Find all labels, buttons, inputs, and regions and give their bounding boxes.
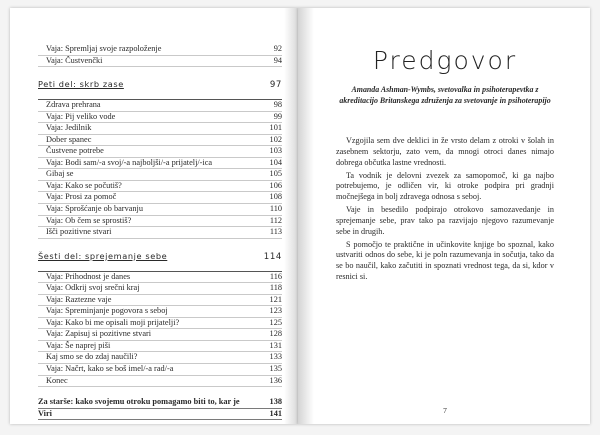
toc-entry [38, 409, 282, 421]
toc-entry-page: 125 [269, 317, 282, 327]
toc-entry-title: Vaja: Sprošćanje ob barvanju [46, 204, 143, 214]
toc-group-part5 [38, 100, 282, 239]
toc-entry-title: Vaja: Bodi sam/-a svoj/-a najboljši/-a prijatelj/-ica [46, 157, 213, 167]
toc-entry-page: 123 [269, 306, 282, 316]
toc-page [10, 8, 298, 424]
toc-entry [38, 169, 282, 181]
foreword-body [336, 136, 554, 285]
part-page: 114 [263, 251, 282, 262]
toc-entry-title: Viri [38, 408, 52, 418]
toc-entry-title: Vaja: Jedilnik [46, 123, 92, 133]
author-byline: Amanda Ashman-Wymbs, svetovalka in psihoterapevtka z akreditacijo Britanskega združenja za svetovanje in psihoterapijo [339, 85, 551, 105]
toc-entry-title: Vaja: Kako bi me opisali moji prijatelji? [46, 317, 180, 327]
toc-entry-title: Vaja: Prihodnost je danes [46, 271, 131, 281]
toc-entry [38, 192, 282, 204]
paragraph: Vaje in besedilo podpirajo otrokovo samozavedanje in sprejemanje sebe, prav tako pa razvijajo njegovo razumevanje sebe in drugih. [336, 205, 554, 236]
toc-group-top [38, 44, 282, 67]
paragraph: Ta vodnik je delovni zvezek za samopomoč, ki ga najbo potrebujemo, je odličen vir, ki otroke podpira pri gradnji močnejšega in bolj zdravega odnosa s seboj. [336, 170, 554, 202]
toc-entry-page: 133 [269, 352, 282, 362]
foreword-page [298, 8, 590, 424]
toc-entry [38, 112, 282, 124]
toc-entry [38, 283, 282, 295]
toc-entry-title: Vaja: Prosi za pomoč [46, 192, 117, 202]
toc-entry-page: 141 [269, 408, 282, 418]
toc-entry [38, 341, 282, 353]
page-number: 7 [443, 406, 447, 415]
toc-entry [38, 100, 282, 112]
toc-entry-page: 138 [269, 397, 282, 407]
toc-entry-page: 128 [269, 329, 282, 339]
table-of-contents [38, 44, 282, 420]
toc-entry-page: 103 [269, 146, 282, 156]
part-title: Šesti del: sprejemanje sebe [38, 250, 168, 261]
toc-entry [38, 352, 282, 364]
toc-entry-title: Čustvene potrebe [46, 146, 104, 156]
toc-entry-page: 99 [273, 111, 282, 121]
toc-entry-title: Kaj smo se do zdaj naučili? [46, 352, 138, 362]
toc-entry-page: 112 [269, 215, 282, 225]
toc-entry [38, 397, 282, 409]
page-title: Predgovor [372, 46, 518, 75]
toc-group-end [38, 397, 282, 420]
toc-entry-page: 94 [273, 55, 282, 65]
toc-entry-title: Vaja: Zapisuj si pozitivne stvari [46, 329, 152, 339]
toc-entry-title: Vaja: Raztezne vaje [46, 294, 112, 304]
toc-entry-page: 104 [269, 157, 282, 167]
toc-entry-title: Vaja: Še naprej piši [46, 340, 111, 350]
toc-entry-title: Vaja: Spreminjanje pogovora s seboj [46, 306, 168, 316]
toc-entry [38, 364, 282, 376]
toc-entry [38, 135, 282, 147]
toc-entry [38, 376, 282, 388]
toc-entry-title: Išči pozitivne stvari [46, 227, 112, 237]
part-heading-6 [38, 251, 282, 272]
toc-entry-title: Vaja: Pij veliko vode [46, 111, 116, 121]
toc-entry-title: Konec [46, 375, 68, 385]
toc-entry-page: 108 [269, 192, 282, 202]
toc-entry [38, 146, 282, 158]
toc-entry-title: Vaja: Kako se počutiš? [46, 180, 122, 190]
toc-entry-title: Vaja: Ob čem se sprostiš? [46, 215, 132, 225]
toc-entry-page: 110 [269, 204, 282, 214]
toc-entry-page: 116 [269, 271, 282, 281]
toc-entry [38, 216, 282, 228]
toc-group-part6 [38, 272, 282, 387]
paragraph: S pomočjo te praktične in učinkovite knjige bo spoznal, kako ustvariti odnos do sebe, ki je poln razumevanja in sočutja, tako da se bo naučil, kako začutiti in spoznati vrednost tega, da si, kdor v resnici si. [336, 239, 554, 282]
toc-entry [38, 56, 282, 68]
toc-entry [38, 306, 282, 318]
toc-entry-title: Vaja: Čustvenčki [46, 55, 103, 65]
toc-entry-title: Vaja: Načrt, kako se boš imel/-a rad/-a [46, 364, 174, 374]
toc-entry [38, 123, 282, 135]
toc-entry [38, 227, 282, 239]
toc-entry [38, 272, 282, 284]
toc-entry-page: 118 [269, 283, 282, 293]
toc-entry-page: 106 [269, 180, 282, 190]
toc-entry-title: Gibaj se [46, 169, 74, 179]
toc-entry-page: 131 [269, 340, 282, 350]
toc-entry-page: 101 [269, 123, 282, 133]
part-title: Peti del: skrb zase [38, 79, 124, 90]
toc-entry [38, 318, 282, 330]
toc-entry-page: 98 [273, 100, 282, 110]
toc-entry [38, 295, 282, 307]
part-heading-5 [38, 79, 282, 100]
toc-entry-title: Vaja: Odkrij svoj srečni kraj [46, 283, 140, 293]
toc-entry [38, 158, 282, 170]
toc-entry-page: 102 [269, 134, 282, 144]
toc-entry [38, 329, 282, 341]
toc-entry-page: 135 [269, 364, 282, 374]
toc-entry-page: 113 [269, 227, 282, 237]
toc-entry-title: Za starše: kako svojemu otroku pomagamo biti to, kar je [38, 397, 240, 407]
toc-entry-title: Vaja: Spremljaj svoje razpoloženje [46, 44, 162, 53]
toc-entry-title: Zdrava prehrana [46, 100, 101, 110]
paragraph: Vzgojila sem dve deklici in že vrsto delam z otroki v šolah in zasebnem sektorju, zato vem, da mnogi otroci danes nimajo dobrega občutka lastne vrednosti. [336, 136, 554, 167]
toc-entry [38, 204, 282, 216]
toc-entry [38, 181, 282, 193]
toc-entry-page: 136 [269, 375, 282, 385]
toc-entry-page: 105 [269, 169, 282, 179]
toc-entry-page: 121 [269, 294, 282, 304]
part-page: 97 [269, 80, 282, 91]
toc-entry-page: 92 [273, 44, 282, 53]
toc-entry [38, 44, 282, 56]
toc-entry-title: Dober spanec [46, 134, 92, 144]
